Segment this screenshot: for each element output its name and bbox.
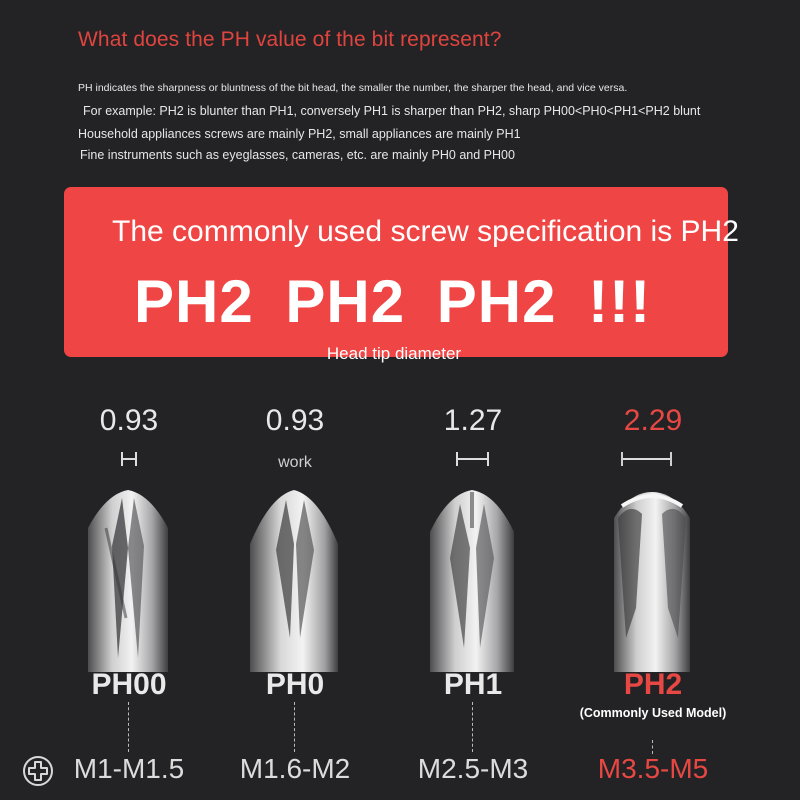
diameter-scale — [456, 452, 489, 466]
screw-size: M3.5-M5 — [597, 753, 709, 784]
bit-code: PH00 — [91, 668, 167, 701]
banner-emphasis: PH2 PH2 PH2 !!! — [134, 268, 652, 335]
tip-diameter: 1.27 — [443, 404, 503, 437]
head-tip-label-text: Head tip diameter — [326, 344, 462, 363]
dashed-connector — [128, 702, 129, 752]
head-tip-diameter-label — [0, 344, 800, 364]
dashed-connector — [652, 740, 653, 754]
diameter-scale — [121, 452, 137, 466]
ph2-bit-image — [600, 488, 704, 672]
bit-code: PH0 — [265, 668, 325, 701]
bit-code: PH2 — [623, 668, 683, 701]
screw-size: M1.6-M2 — [239, 753, 351, 784]
commonly-used-note: (Commonly Used Model) — [579, 706, 727, 720]
tip-diameter: 0.93 — [99, 404, 159, 437]
tip-diameter: 0.93 — [265, 404, 325, 437]
phillips-screw-icon — [22, 755, 54, 787]
bit-column-ph1 — [378, 400, 568, 800]
work-label: work — [278, 454, 312, 471]
tip-diameter: 2.29 — [623, 404, 683, 437]
page-heading: What does the PH value of the bit represent? — [78, 28, 502, 51]
description-line: Fine instruments such as eyeglasses, cameras, etc. are mainly PH0 and PH00 — [80, 148, 515, 162]
ph0-bit-image — [242, 488, 346, 672]
bit-code: PH1 — [443, 668, 503, 701]
description-line: PH indicates the sharpness or bluntness of the bit head, the smaller the number, the sharper the head, and vice versa. — [78, 82, 628, 94]
bit-column-ph0 — [200, 400, 390, 800]
dashed-connector — [472, 702, 473, 752]
bit-column-ph2 — [558, 400, 748, 800]
highlight-banner — [64, 187, 739, 357]
description-line: Household appliances screws are mainly PH2, small appliances are mainly PH1 — [78, 127, 521, 141]
ph1-bit-image — [420, 488, 524, 672]
description-line: For example: PH2 is blunter than PH1, conversely PH1 is sharper than PH2, sharp PH00<PH0<PH1<PH2 blunt — [83, 104, 701, 118]
banner-title: The commonly used screw specification is PH2 — [112, 215, 739, 248]
screw-size: M1-M1.5 — [73, 753, 185, 784]
dashed-connector — [294, 702, 295, 752]
bit-column-ph00 — [34, 400, 224, 800]
screw-size: M2.5-M3 — [417, 753, 529, 784]
diameter-scale — [621, 452, 672, 466]
ph00-bit-image — [76, 488, 180, 672]
